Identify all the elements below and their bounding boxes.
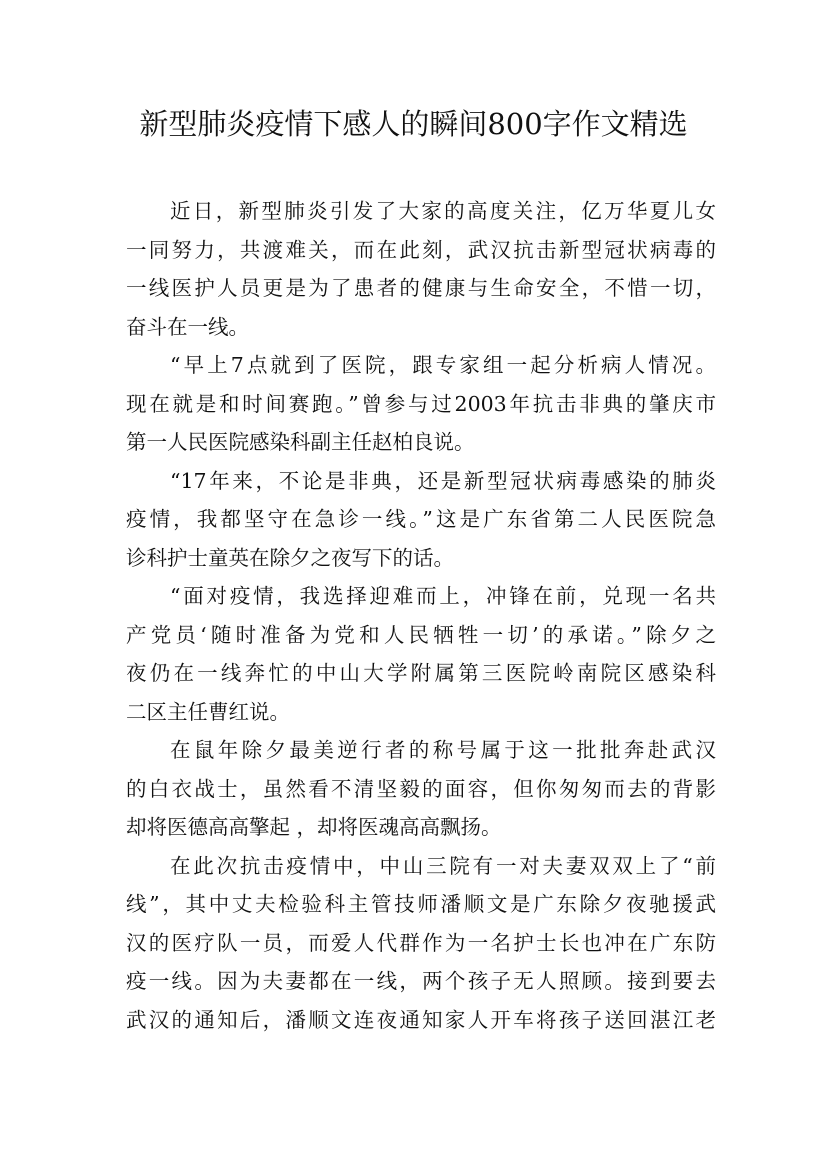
text-line: 却将医德高高擎起 ，却将医魂高高飘扬。: [126, 815, 502, 839]
text-line: “17年来，不论是非典，还是新型冠状病毒感染的肺炎: [170, 468, 716, 493]
paragraph: [126, 192, 716, 346]
text-line: 现在就是和时间赛跑。”曾参与过2003年抗击非典的肇庆市: [126, 391, 716, 416]
text-line: 疫情，我都坚守在急诊一线。”这是广东省第二人民医院急: [126, 507, 716, 531]
text-line: 在鼠年除夕最美逆行者的称号属于这一批批奔赴武汉: [170, 738, 716, 762]
text-line: 二区主任曹红说。: [126, 699, 290, 724]
paragraph: [126, 847, 716, 1040]
text-line: 近日，新型肺炎引发了大家的高度关注，亿万华夏儿女: [170, 199, 716, 223]
text-line: 夜仍在一线奔忙的中山大学附属第三医院岭南院区感染科: [126, 661, 716, 685]
text-line: 在此次抗击疫情中，中山三院有一对夫妻双双上了“前: [170, 853, 716, 878]
text-line: 武汉的通知后，潘顺文连夜通知家人开车将孩子送回湛江老: [126, 1007, 716, 1032]
text-line: “早上7点就到了医院，跟专家组一起分析病人情况。: [170, 353, 716, 377]
paragraph: [126, 462, 716, 578]
paragraph: [126, 731, 716, 847]
text-line: 产党员‘随时准备为党和人民牺牲一切’的承诺。”除夕之: [126, 622, 716, 647]
document-title: 新型肺炎疫情下感人的瞬间800字作文精选: [139, 107, 688, 141]
text-line: 汉的医疗队一员，而爱人代群作为一名护士长也冲在广东防: [126, 930, 716, 955]
text-line: 线”，其中丈夫检验科主管技师潘顺文是广东除夕夜驰援武: [126, 892, 716, 916]
paragraph: [126, 346, 716, 462]
document-body: [126, 192, 716, 1039]
text-line: “面对疫情，我选择迎难而上，冲锋在前，兑现一名共: [170, 584, 716, 608]
text-line: 一线医护人员更是为了患者的健康与生命安全，不惜一切，: [126, 276, 716, 300]
paragraph: [126, 577, 716, 731]
text-line: 疫一线。因为夫妻都在一线，两个孩子无人照顾。接到要去: [126, 969, 716, 993]
text-line: 第一人民医院感染科副主任赵柏良说。: [126, 430, 475, 454]
text-line: 一同努力，共渡难关，而在此刻，武汉抗击新型冠状病毒的: [126, 237, 716, 262]
text-line: 奋斗在一线。: [126, 314, 249, 339]
text-line: 诊科护士童英在除夕之夜写下的话。: [126, 545, 454, 570]
text-line: 的白衣战士，虽然看不清坚毅的面容，但你匆匆而去的背影: [126, 776, 716, 801]
